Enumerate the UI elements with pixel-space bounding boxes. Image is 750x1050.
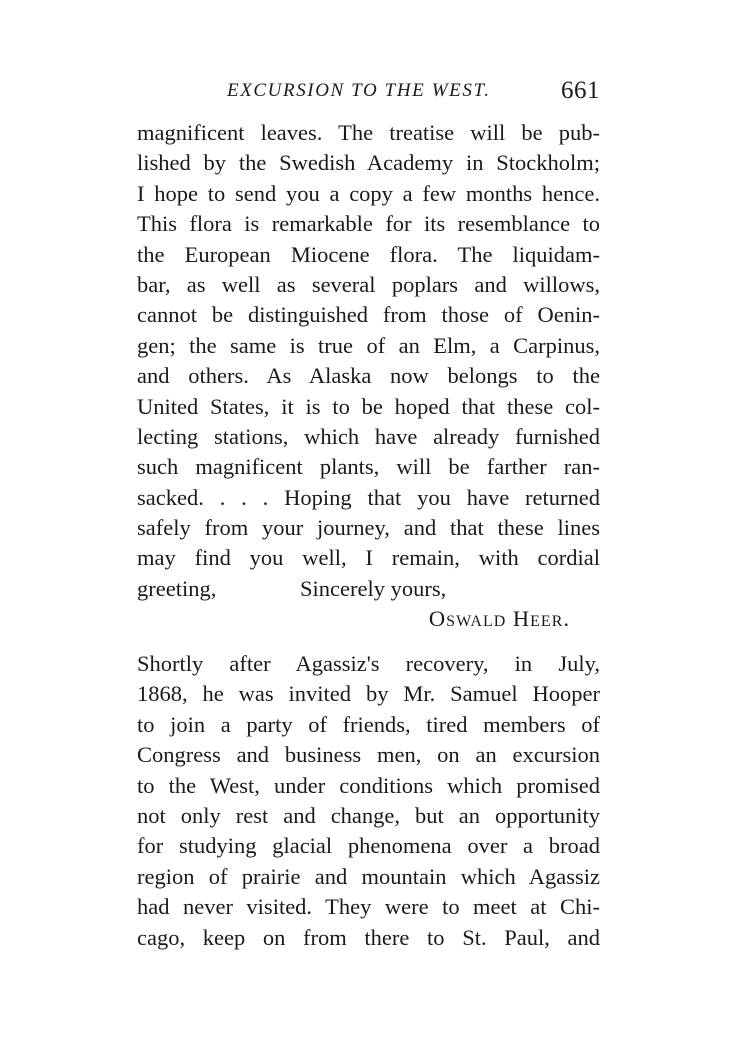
letter-line: sacked. . . . Hoping that you have returned [137, 484, 600, 510]
letter-line: lished by the Swedish Academy in Stockholm; [137, 150, 600, 176]
letter-line: magnificent leaves. The treatise will be pub- [137, 120, 600, 145]
letter-line: This flora is remarkable for its resemblance to [137, 211, 600, 237]
narrative-line: region of prairie and mountain which Agassiz [137, 863, 600, 889]
letter-line: I hope to send you a copy a few months hence. [137, 180, 600, 206]
letter-closing-line [137, 574, 600, 604]
letter-line: such magnificent plants, will be farther ran- [137, 454, 600, 480]
letter-line: United States, it is to be hoped that these col- [137, 393, 600, 419]
narrative-line: Shortly after Agassiz's recovery, in July, [137, 651, 600, 676]
letter-line: the European Miocene flora. The liquidam- [137, 241, 600, 267]
narrative-line: to join a party of friends, tired members of [137, 711, 600, 737]
narrative-paragraph [137, 649, 600, 953]
letter-line: gen; the same is true of an Elm, a Carpinus, [137, 332, 600, 358]
narrative-line: Congress and business men, on an excursion [137, 742, 600, 768]
running-title: EXCURSION TO THE WEST. [227, 80, 491, 101]
narrative-line: had never visited. They were to meet at Chi- [137, 894, 600, 920]
letter-signature: Oswald Heer. [428, 606, 570, 632]
running-head [137, 78, 600, 112]
page-number: 661 [561, 77, 600, 104]
narrative-line: for studying glacial phenomena over a broad [137, 833, 600, 859]
letter-line: may find you well, I remain, with cordial [137, 545, 600, 571]
letter-line: and others. As Alaska now belongs to the [137, 363, 600, 389]
letter-greeting: greeting, [137, 575, 217, 601]
narrative-line: cago, keep on from there to St. Paul, and [137, 924, 600, 950]
narrative-line: to the West, under conditions which promised [137, 772, 600, 798]
narrative-line: 1868, he was invited by Mr. Samuel Hooper [137, 681, 600, 707]
letter-line: safely from your journey, and that these lines [137, 515, 600, 541]
letter-excerpt [137, 118, 600, 635]
letter-line: lecting stations, which have already furnished [137, 423, 600, 449]
letter-line: cannot be distinguished from those of Oenin- [137, 302, 600, 328]
letter-line: bar, as well as several poplars and willows, [137, 271, 600, 297]
narrative-line: not only rest and change, but an opportunity [137, 802, 600, 828]
letter-closing: Sincerely yours, [300, 575, 447, 601]
